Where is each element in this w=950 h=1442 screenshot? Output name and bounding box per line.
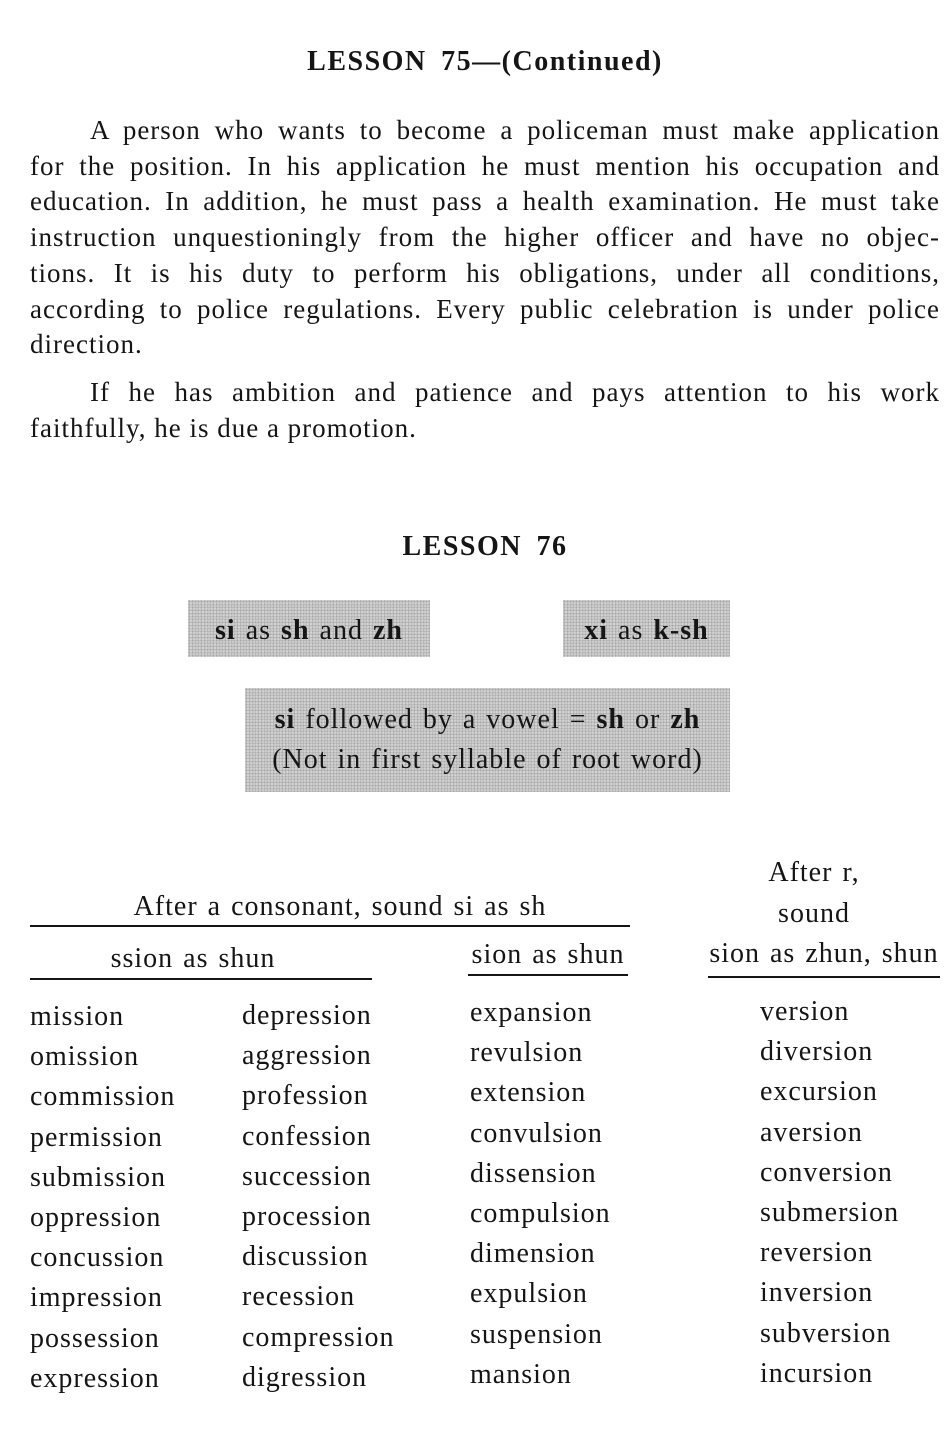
rule-text: followed by a vowel = [295, 704, 597, 735]
rule-bold-text: zh [372, 615, 403, 646]
word-list-item: suspension [470, 1318, 603, 1350]
header-after-consonant: After a consonant, sound si as sh [30, 889, 630, 927]
lesson-76-heading: LESSON 76 [402, 531, 568, 562]
paragraph-promotion [30, 375, 940, 446]
header-line: sion as zhun, shun [709, 938, 939, 969]
word-list-item: reversion [760, 1237, 874, 1269]
word-column-sion-after-r [760, 992, 899, 1394]
word-list-item: mission [30, 1001, 125, 1032]
word-list-item: permission [30, 1121, 163, 1153]
word-list-item: aversion [760, 1116, 863, 1148]
word-list-item: expulsion [470, 1278, 588, 1310]
word-list-item: aggression [242, 1040, 372, 1072]
word-list-item: mansion [470, 1358, 572, 1390]
rule-box-xi-as-ksh [563, 600, 730, 657]
word-list-item: excursion [760, 1076, 878, 1108]
word-list-item: dimension [470, 1238, 596, 1270]
word-list-item: submission [30, 1161, 167, 1193]
rule-bold-text: sh [596, 704, 625, 735]
header-ssion-as-shun: ssion as shun [30, 941, 372, 980]
word-column-ssion-left [30, 997, 175, 1399]
word-list-item: extension [470, 1077, 587, 1109]
word-list-item: subversion [760, 1317, 892, 1349]
word-list-item: procession [242, 1200, 372, 1232]
word-list-item: diversion [760, 1036, 874, 1068]
rule-bold-text: k-sh [653, 615, 709, 646]
rule-text: and [309, 615, 373, 646]
word-list-item: compression [242, 1321, 395, 1353]
word-list-item: oppression [30, 1201, 162, 1233]
paragraph-line: according to police regulations. Every public celebration is under police [30, 293, 940, 324]
rule-text: as [235, 615, 282, 646]
word-list-item: succession [242, 1160, 372, 1192]
word-list-item: discussion [242, 1241, 369, 1273]
word-list-item: confession [242, 1120, 372, 1152]
rule-text: as [608, 615, 654, 646]
word-list-item: version [760, 996, 850, 1027]
word-list-item: profession [242, 1080, 369, 1112]
paragraph-line: faithfully, he is due a promotion. [30, 412, 417, 443]
word-list-item: impression [30, 1282, 163, 1314]
word-list-item: possession [30, 1322, 160, 1354]
header-line: After r, [768, 857, 860, 888]
word-list-item: omission [30, 1041, 140, 1073]
word-list-item: submersion [760, 1196, 900, 1228]
lesson-75-heading: LESSON 75—(Continued) [307, 46, 663, 77]
rule-box-si-followed-by-vowel [245, 688, 730, 792]
word-list-item: commission [30, 1081, 176, 1113]
rule-line [245, 700, 730, 740]
rule-box-si-as-sh-zh [188, 600, 430, 657]
rule-text: or [625, 704, 671, 735]
word-list-item: expression [30, 1362, 160, 1394]
paragraph-line: A person who wants to become a policeman must make application [90, 115, 940, 145]
word-list-item: incursion [760, 1357, 874, 1389]
word-list-item: dissension [470, 1157, 597, 1189]
paragraph-line: instruction unquestioningly from the higher officer and have no objec- [30, 222, 940, 253]
rule-bold-text: si [215, 615, 236, 646]
word-column-ssion-right [242, 996, 395, 1398]
word-list-item: revulsion [470, 1037, 584, 1069]
rule-bold-text: si [274, 704, 296, 735]
rule-note: (Not in first syllable of root word) [272, 744, 703, 775]
word-column-sion-after-consonant [470, 993, 611, 1395]
word-list-item: convulsion [470, 1117, 603, 1149]
paragraph-line: If he has ambition and patience and pays attention to his work [90, 377, 940, 407]
word-list-item: compulsion [470, 1197, 611, 1229]
word-list-item: conversion [760, 1156, 893, 1188]
word-list-item: concussion [30, 1242, 165, 1274]
paragraph-line: direction. [30, 329, 143, 360]
word-list-item: recession [242, 1281, 356, 1313]
paragraph-line: tions. It is his duty to perform his obligations, under all conditions, [30, 257, 940, 288]
header-line: sound [778, 897, 850, 929]
word-list-item: inversion [760, 1277, 874, 1309]
header-sion-as-shun: sion as shun [468, 937, 628, 976]
rule-bold-text: xi [584, 615, 609, 646]
rule-bold-text: sh [281, 615, 310, 646]
paragraph-line: education. In addition, he must pass a health examination. He must take [30, 186, 940, 217]
header-after-r [708, 853, 940, 978]
rule-bold-text: zh [670, 704, 701, 735]
word-list-item: depression [242, 1000, 372, 1031]
word-list-item: digression [242, 1361, 368, 1393]
paragraph-line: for the position. In his application he must mention his occupation and [30, 150, 940, 181]
word-list-item: expansion [470, 997, 593, 1028]
paragraph-policeman [30, 113, 940, 363]
